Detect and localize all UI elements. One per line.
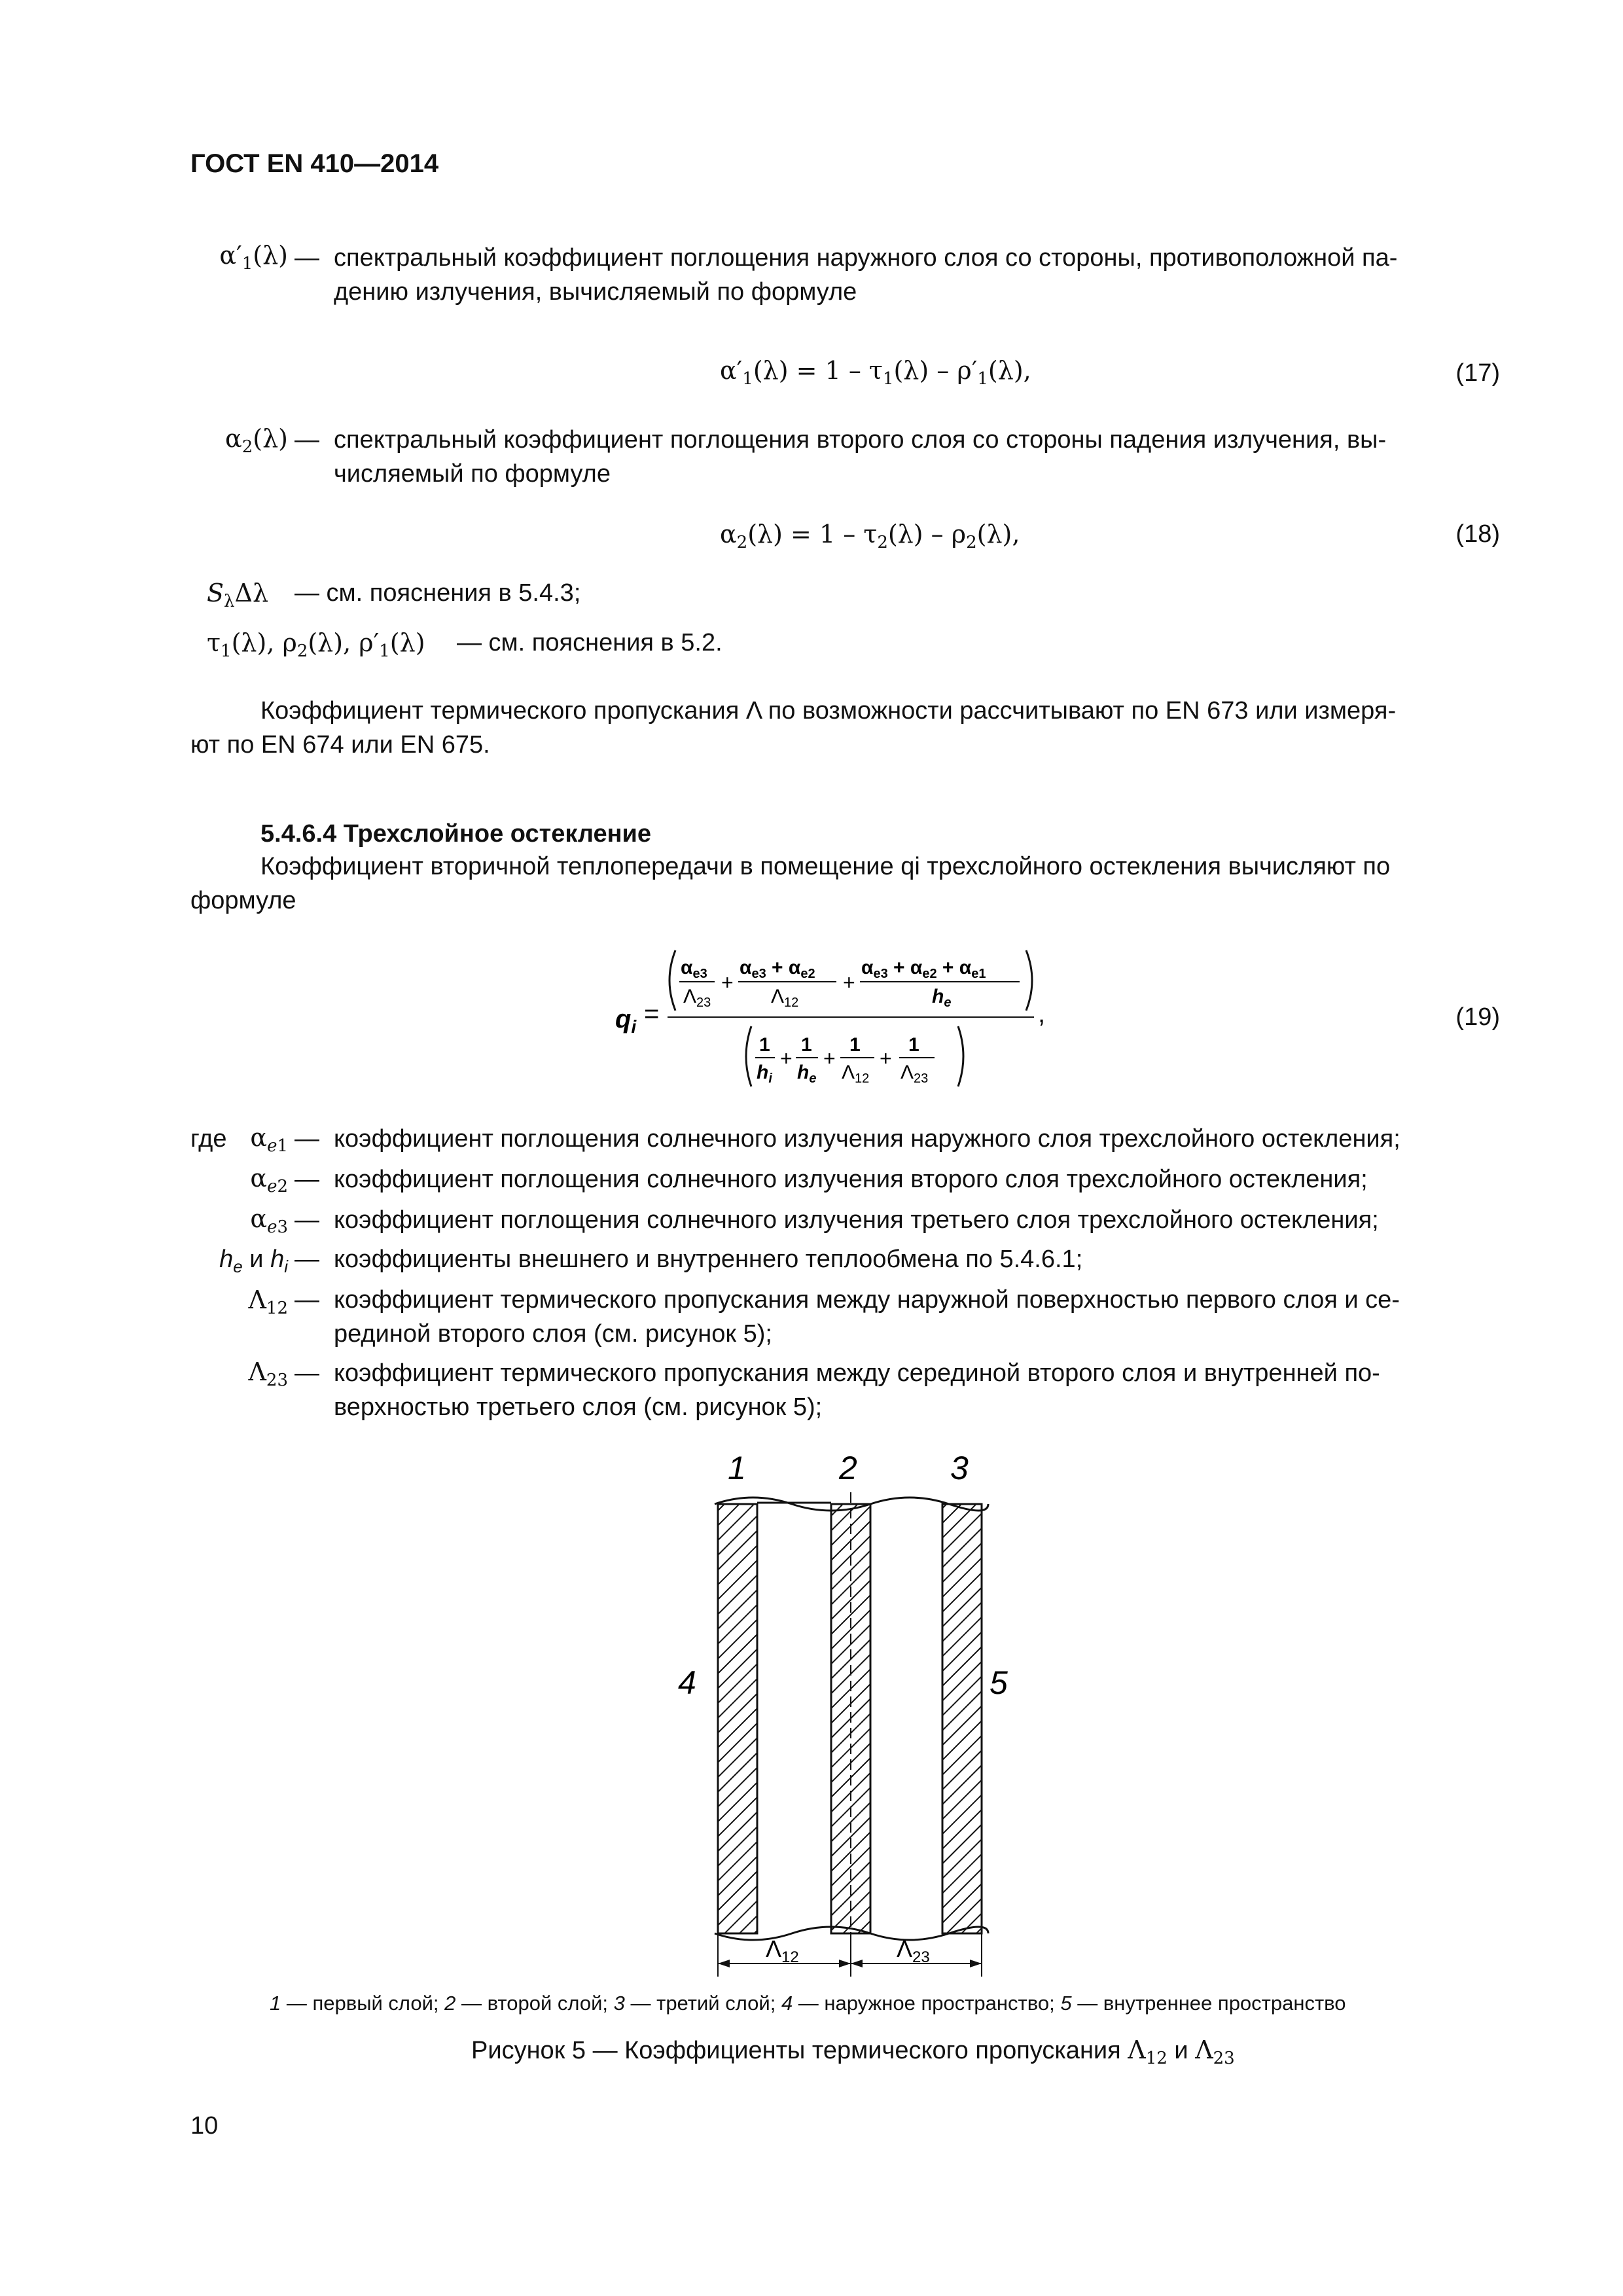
where-dash: — [294, 1286, 319, 1314]
svg-text:1: 1 [801, 1034, 812, 1056]
section-heading: 5.4.6.4 Трехслойное остекление [260, 820, 652, 848]
equation-17: $\alpha'_1(\lambda) = 1 - \tau_1(\lambda) - \rho'_1(\lambda)$, [720, 356, 1031, 389]
svg-text:,: , [1038, 999, 1046, 1028]
symbol-alpha1-prime: $\alpha'_1(\lambda)$ [219, 241, 288, 274]
where-lead: где [190, 1125, 227, 1153]
figure-legend: 1 — первый слой; 2 — второй слой; 3 — третий слой; 4 — наружное пространство; 5 — внутреннее пространство [270, 1992, 1346, 2015]
section-line2: формуле [190, 887, 296, 914]
svg-text:he: $h_e$ [797, 1062, 817, 1086]
svg-text:αe3 + αe2: $\alpha_{e3} + \alpha_{e2}$ [740, 957, 815, 981]
where-alpha-e1-text: коэффициент поглощения солнечного излучения наружного слоя трехслойного остекления; [334, 1125, 1400, 1153]
svg-text:Λ12: $\Lambda_{12}$ [771, 986, 799, 1010]
reference-tau-rho: — см. пояснения в 5.2. [457, 629, 722, 656]
dimension-lambda12: $\Lambda_{12}$ [766, 1935, 799, 1966]
where-alpha-e2-text: коэффициент поглощения солнечного излучения второго слоя трехслойного остекления; [334, 1166, 1368, 1193]
svg-text:+: + [843, 971, 855, 994]
where-alpha-e3-text: коэффициент поглощения солнечного излучения третьего слоя трехслойного остекления; [334, 1206, 1379, 1234]
dimension-lambda23: $\Lambda_{23}$ [897, 1935, 930, 1966]
where-lambda12-line2: рединой второго слоя (см. рисунок 5); [334, 1320, 772, 1348]
svg-text:hi: $h_i$ [757, 1062, 772, 1086]
document-header: ГОСТ EN 410—2014 [190, 149, 439, 178]
where-dash: — [294, 1359, 319, 1387]
symbol-s-lambda: $S_\lambda\Delta\lambda$ [207, 579, 269, 611]
symbol-he-hi: $h_e$ и $h_i$ [219, 1246, 288, 1276]
svg-text:αe3 + αe2 + αe1: $\alpha_{e3} + \alpha_{e2} + \alpha_{e1}$ [861, 957, 986, 981]
symbol-lambda12: $\Lambda_{12}$ [248, 1285, 288, 1318]
where-dash: — [294, 1206, 319, 1234]
svg-text:=: = [644, 999, 660, 1028]
svg-text:qi: $q_i$ [615, 1005, 637, 1037]
symbol-alpha2: $\alpha_2(\lambda)$ [225, 424, 288, 457]
definition-alpha2-line1: спектральный коэффициент поглощения второго слоя со стороны падения излучения, вы- [334, 426, 1387, 454]
figure-label-5: 5 [990, 1664, 1008, 1701]
svg-text:1: 1 [849, 1034, 861, 1056]
symbol-tau-rho: $\tau_1(\lambda)$, $\rho_2(\lambda)$, $\rho'_1(\lambda)$ [207, 628, 425, 661]
svg-text:1: 1 [908, 1034, 919, 1056]
definition-dash: — [294, 244, 319, 272]
symbol-alpha-e1: $\alpha_{e1}$ [250, 1123, 288, 1156]
figure-label-3: 3 [950, 1450, 969, 1486]
figure-label-1: 1 [728, 1450, 746, 1486]
svg-text:Λ23: $\Lambda_{23}$ [683, 986, 711, 1010]
where-dash: — [294, 1125, 319, 1153]
equation-18: $\alpha_2(\lambda) = 1 - \tau_2(\lambda) - \rho_2(\lambda)$, [720, 520, 1020, 552]
layer-3 [942, 1504, 982, 1933]
svg-text:Λ23: $\Lambda_{23}$ [901, 1062, 929, 1086]
equation-18-number: (18) [1455, 520, 1500, 548]
svg-text:he: $h_e$ [932, 986, 952, 1010]
definition-alpha1-line2: дению излучения, вычисляемый по формуле [334, 278, 857, 306]
svg-text:+: + [823, 1047, 836, 1070]
section-line1: Коэффициент вторичной теплопередачи в помещение qi трехслойного остекления вычисляют по [260, 853, 1391, 880]
symbol-alpha-e2: $\alpha_{e2}$ [250, 1164, 288, 1196]
svg-text:Λ12: $\Lambda_{12}$ [842, 1062, 870, 1086]
where-he-hi-text: коэффициенты внешнего и внутреннего теплообмена по 5.4.6.1; [334, 1246, 1083, 1273]
reference-s-lambda: — см. пояснения в 5.4.3; [294, 579, 581, 607]
paragraph-line1: Коэффициент термического пропускания Λ по возможности рассчитывают по EN 673 или измеря- [260, 697, 1397, 725]
svg-text:+: + [880, 1047, 892, 1070]
paragraph-line2: ют по EN 674 или EN 675. [190, 731, 490, 759]
equation-19 [615, 942, 1073, 1093]
figure-label-4: 4 [678, 1664, 696, 1701]
figure-label-2: 2 [839, 1450, 857, 1486]
where-dash: — [294, 1166, 319, 1193]
where-dash: — [294, 1246, 319, 1273]
svg-text:1: 1 [759, 1034, 770, 1056]
layer-1 [718, 1504, 757, 1933]
definition-alpha2-line2: числяемый по формуле [334, 460, 611, 488]
definition-alpha1-line1: спектральный коэффициент поглощения наружного слоя со стороны, противоположной па- [334, 244, 1398, 272]
figure-caption: Рисунок 5 — Коэффициенты термического пропускания $\Lambda_{12}$ и $\Lambda_{23}$ [471, 2036, 1235, 2068]
page-number: 10 [190, 2112, 219, 2140]
symbol-lambda23: $\Lambda_{23}$ [248, 1357, 288, 1390]
svg-text:+: + [721, 971, 734, 994]
figure-5-diagram [654, 1440, 1073, 1977]
equation-17-number: (17) [1455, 359, 1500, 387]
svg-text:+: + [780, 1047, 793, 1070]
equation-19-number: (19) [1455, 1003, 1500, 1031]
where-lambda23-line2: верхностью третьего слоя (см. рисунок 5); [334, 1393, 823, 1421]
definition-dash: — [294, 426, 319, 454]
svg-text:αe3: $\alpha_{e3}$ [681, 957, 707, 981]
where-lambda23-line1: коэффициент термического пропускания между серединой второго слоя и внутренней по- [334, 1359, 1380, 1387]
symbol-alpha-e3: $\alpha_{e3}$ [250, 1204, 288, 1237]
where-lambda12-line1: коэффициент термического пропускания между наружной поверхностью первого слоя и се- [334, 1286, 1400, 1314]
